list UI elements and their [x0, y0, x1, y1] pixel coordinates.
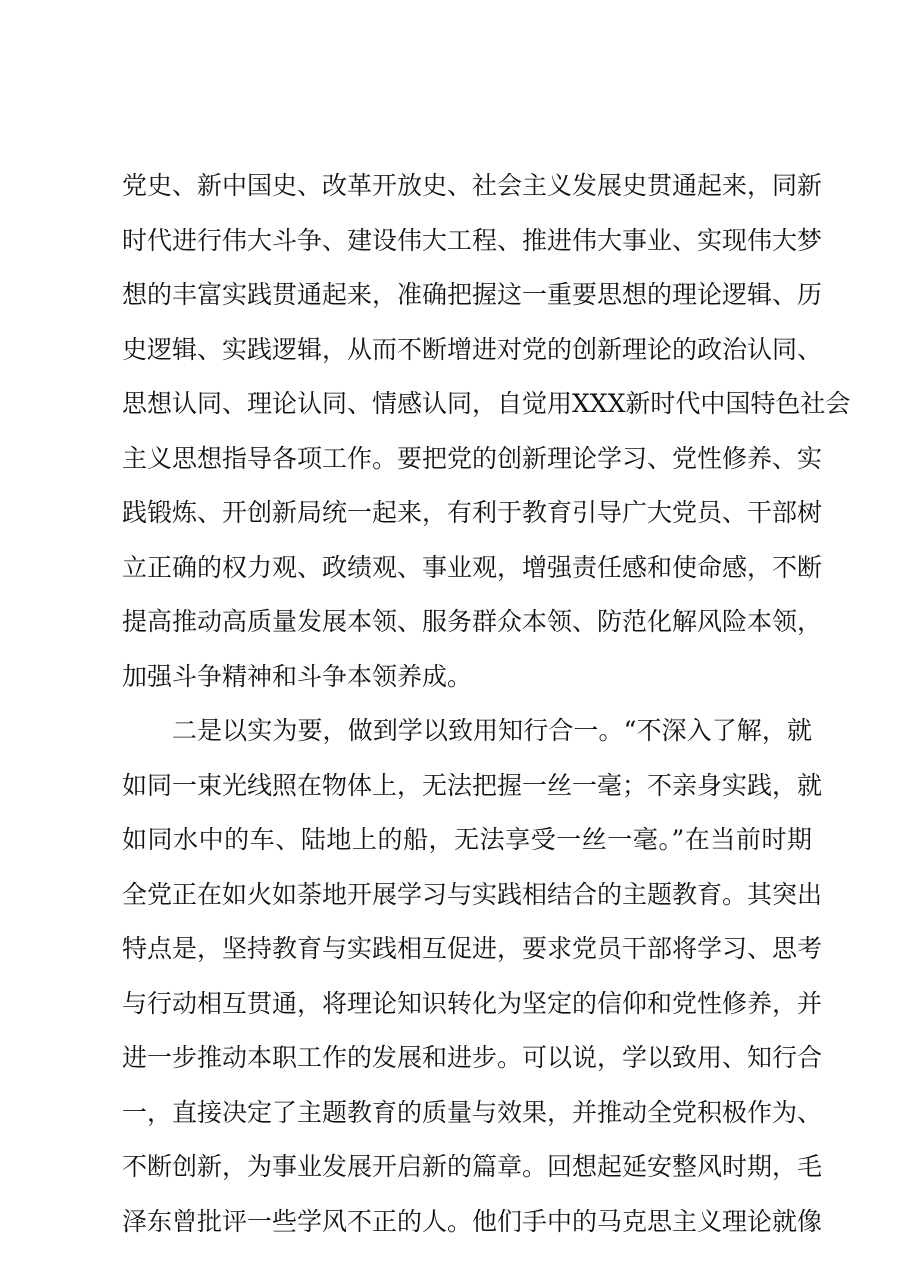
text-line: 立正确的权力观、政绩观、事业观，增强责任感和使命感，不断	[122, 552, 823, 582]
text-line: 进一步推动本职工作的发展和进步。可以说，学以致用、知行合	[122, 1043, 823, 1072]
text-line: 一，直接决定了主题教育的质量与效果，并推动全党积极作为、	[122, 1097, 823, 1127]
text-line: 史逻辑、实践逻辑，从而不断增进对党的创新理论的政治认同、	[122, 334, 823, 364]
text-line: 践锻炼、开创新局统一起来，有利于教育引导广大党员、干部树	[122, 498, 823, 527]
paragraph-first-line: 二是以实为要，做到学以致用知行合一。“不深入了解，就	[172, 716, 812, 745]
text-line: 党史、新中国史、改革开放史、社会主义发展史贯通起来，同新	[122, 171, 823, 200]
text-line: 特点是，坚持教育与实践相互促进，要求党员干部将学习、思考	[122, 934, 823, 963]
text-line: 不断创新，为事业发展开启新的篇章。回想起延安整风时期，毛	[122, 1152, 823, 1181]
text-line: 如同一束光线照在物体上，无法把握一丝一毫；不亲身实践，就	[122, 770, 823, 800]
text-line: 思想认同、理论认同、情感认同，自觉用XXX新时代中国特色社会	[122, 389, 851, 418]
paragraph-end-line: 加强斗争精神和斗争本领养成。	[122, 661, 473, 691]
text-line: 与行动相互贯通，将理论知识转化为坚定的信仰和党性修养，并	[122, 988, 823, 1018]
text-line: 主义思想指导各项工作。要把党的创新理论学习、党性修养、实	[122, 443, 823, 473]
document-body	[122, 166, 851, 1256]
text-line: 如同水中的车、陆地上的船，无法享受一丝一毫。”在当前时期	[122, 825, 812, 854]
text-line: 时代进行伟大斗争、建设伟大工程、推进伟大事业、实现伟大梦	[122, 225, 823, 255]
text-line: 想的丰富实践贯通起来，准确把握这一重要思想的理论逻辑、历	[122, 280, 823, 309]
text-line: 全党正在如火如荼地开展学习与实践相结合的主题教育。其突出	[122, 879, 823, 909]
text-line: 提高推动高质量发展本领、服务群众本领、防范化解风险本领，	[122, 607, 823, 636]
text-line: 泽东曾批评一些学风不正的人。他们手中的马克思主义理论就像	[122, 1206, 823, 1236]
